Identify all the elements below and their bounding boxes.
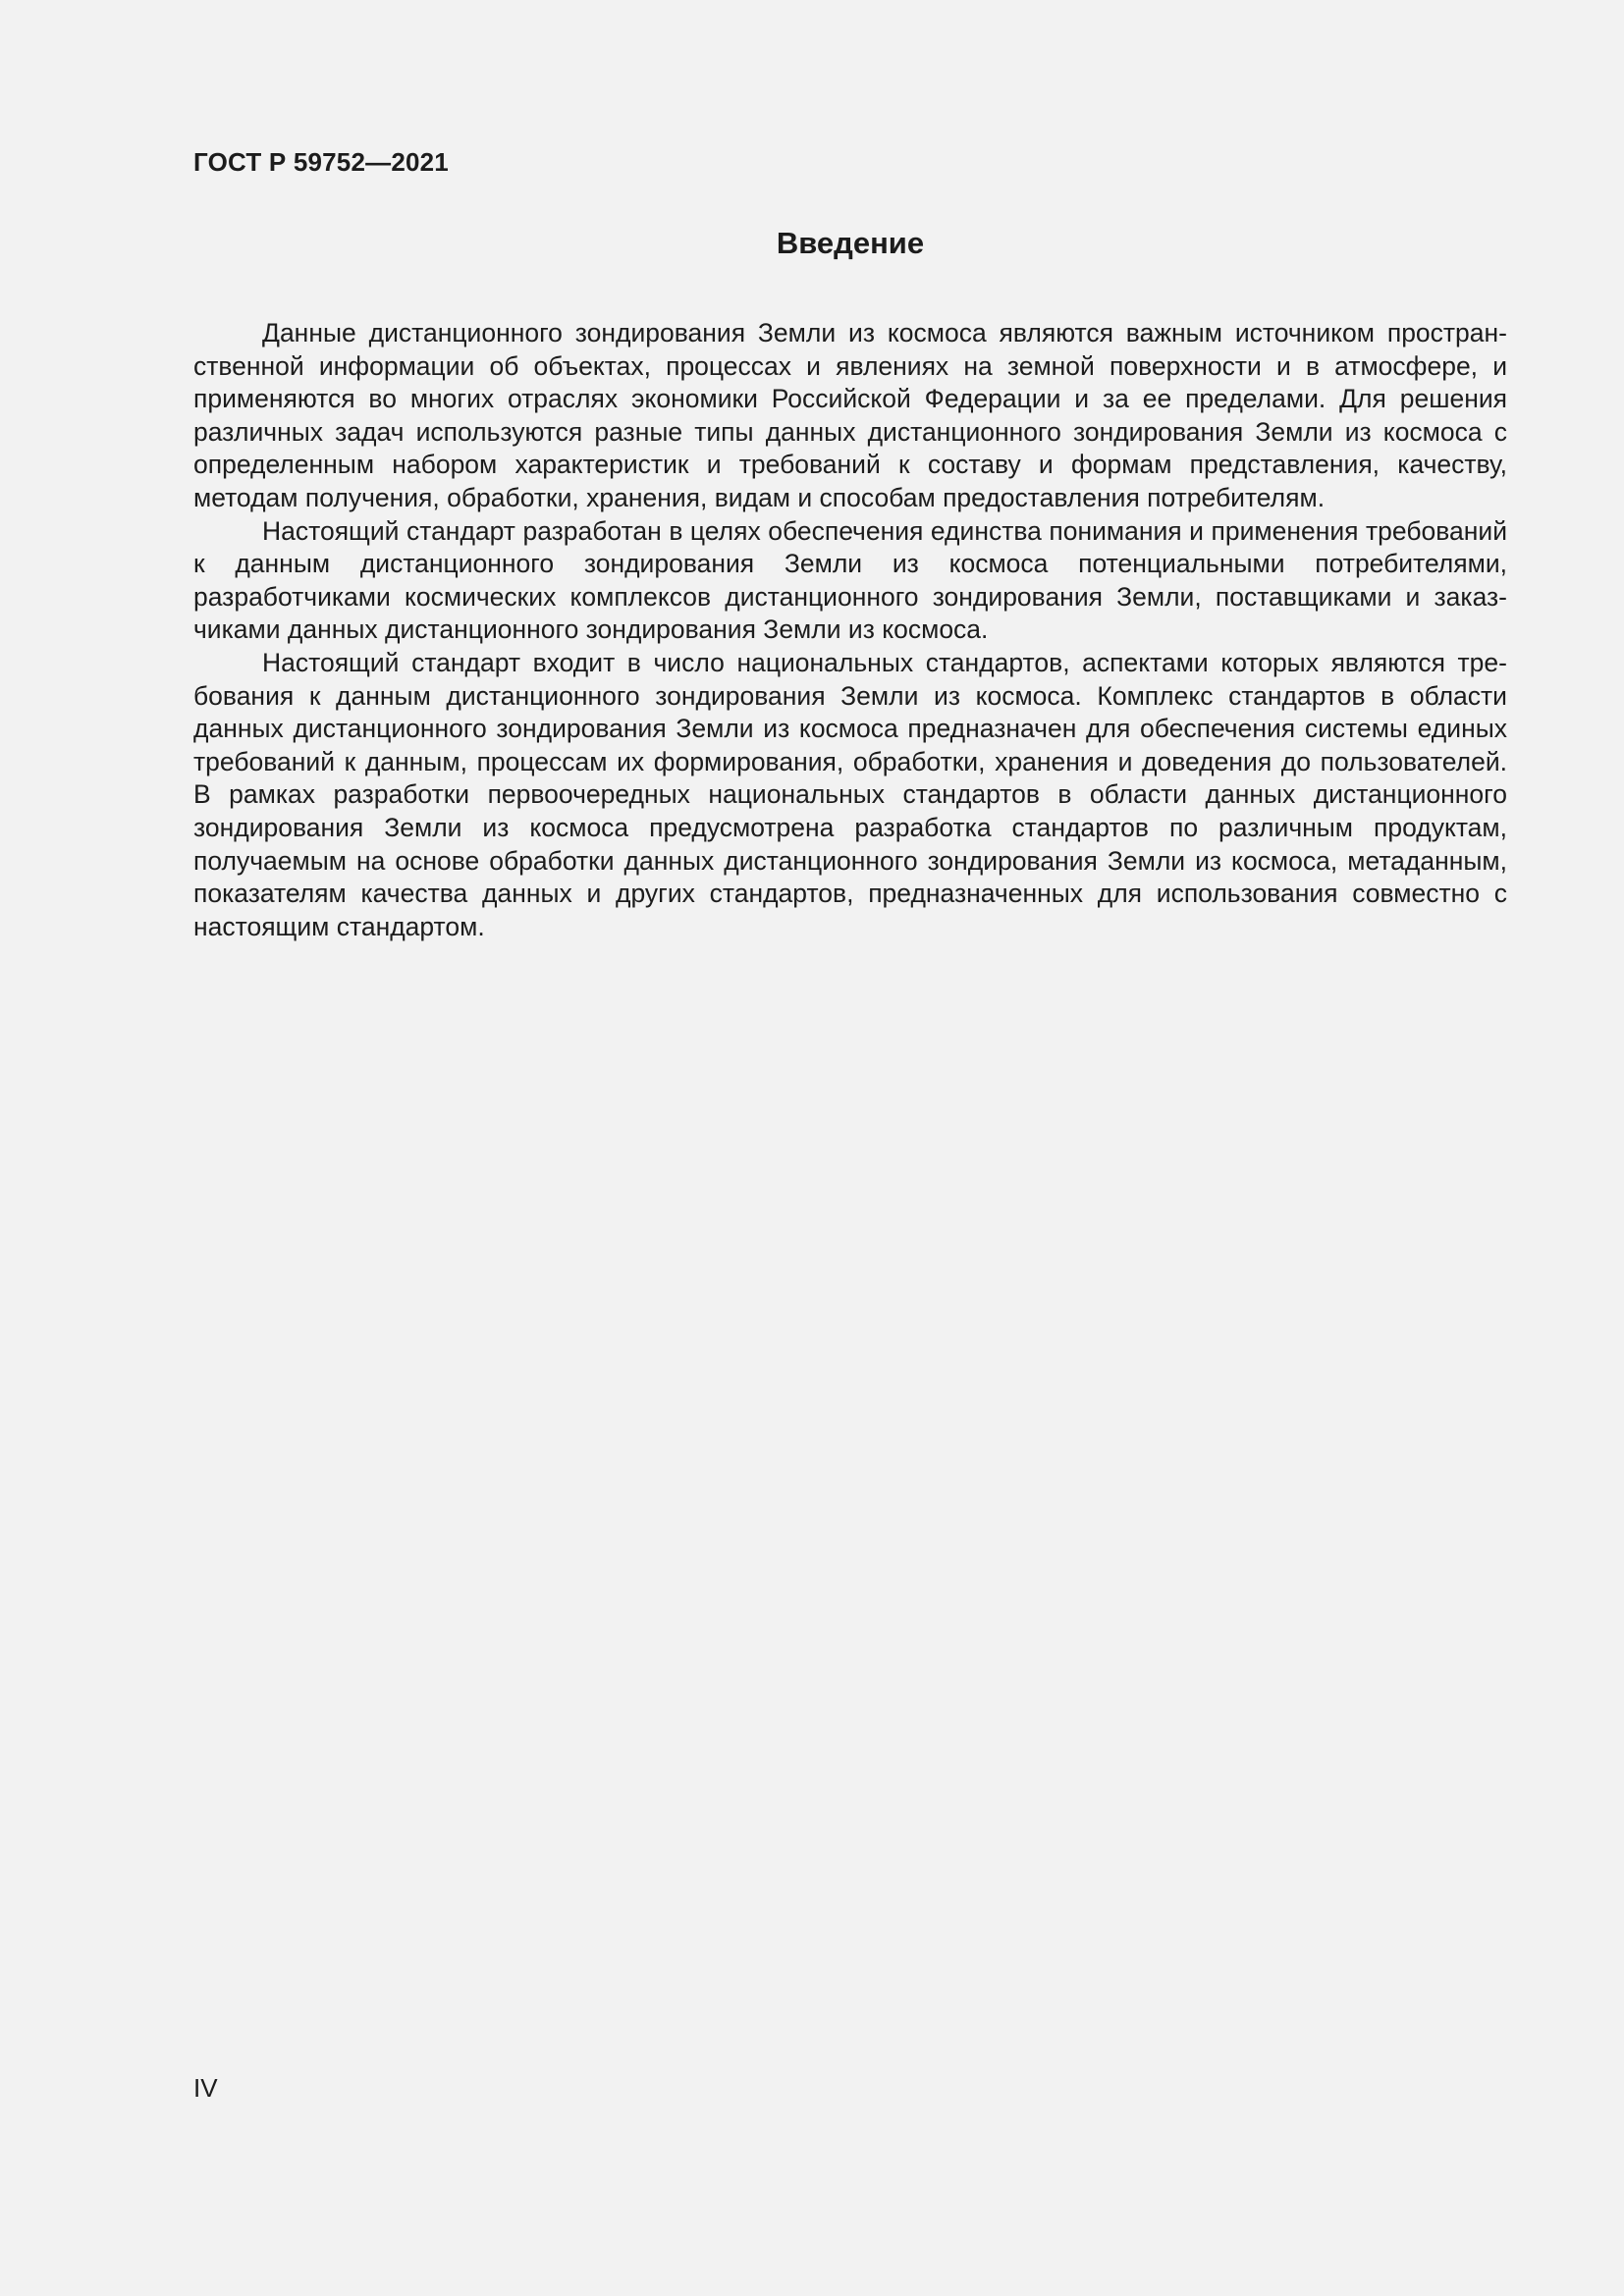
standard-header: ГОСТ Р 59752—2021 — [193, 147, 449, 177]
paragraph-2: Настоящий стандарт разработан в целях обеспечения единства понимания и применения требований к данным дистанционного зондирования Земли из космоса потенциальными потребителями, разработчиками космических комплексов дистанционного зондирования Земли, поставщиками и заказчиками данных дистанционного зондирования Земли из космоса. — [193, 515, 1507, 645]
paragraph-1: Данные дистанционного зондирования Земли из космоса являются важным источником пространственной информации об объектах, процессах и явлениях на земной поверхности и в атмосфере, и применяются во многих отраслях экономики Российской Федерации и за ее пределами. Для решения различных задач используются разные типы данных дистанционного зондирования Земли из космоса с определенным набором характеристик и требований к составу и формам представления, качеству, методам получения, обработки, хранения, видам и способам предоставления потребителям. — [193, 318, 1507, 512]
page-number: IV — [193, 2073, 218, 2103]
body-text — [193, 317, 1507, 943]
section-title: Введение — [776, 226, 925, 260]
paragraph-3: Настоящий стандарт входит в число национальных стандартов, аспектами которых являются требования к данным дистанционного зондирования Земли из космоса. Комплекс стандартов в области данных дистанционного зондирования Земли из космоса предназначен для обеспечения системы единых требований к данным, процессам их формирования, обработки, хранения и доведения до пользователей. В рамках разработки первоочередных национальных стандартов в области данных дистанционного зондирования Земли из космоса предусмотрена разработка стандартов по различным продуктам, получаемым на основе обработки данных дистанционного зондирования Земли из космоса, метаданным, показателям качества данных и других стандартов, предназначенных для использования совместно с настоящим стандартом. — [193, 647, 1507, 941]
